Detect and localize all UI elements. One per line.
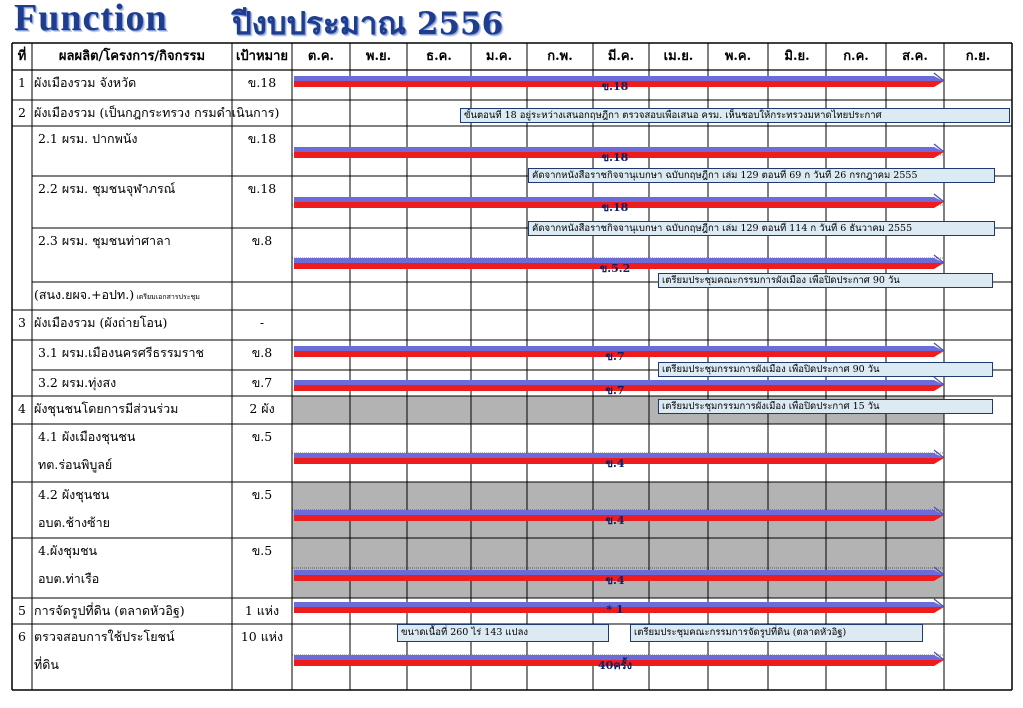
row-target: 10 แห่ง [240,629,284,644]
note-box: เตรียมประชุมคณะกรรมการผังเมือง เพื่อปิดประกาศ 90 วัน [658,273,993,288]
row-label: ตรวจสอบการใช้ประโยชน์ [34,629,175,644]
row-label: 4.1 ผังเมืองชุนชน [38,429,136,444]
header-month: ต.ค. [307,49,335,64]
row-target: ข.5 [251,543,273,558]
row-label: 2.2 ผรม. ชุมชนจุฬาภรณ์ [38,181,176,196]
note-box: คัดจากหนังสือราชกิจจานุเบกษา ฉบับกฤษฎีกา เล่ม 129 ตอนที่ 114 ก วันที่ 6 ธันวาคม 2555 [528,221,995,236]
bar-label: ข.4 [605,457,625,470]
bar-label: ข.4 [605,574,625,587]
row-target: 2 ผัง [249,401,275,416]
header-month: พ.ย. [365,49,392,64]
note-box: คัดจากหนังสือราชกิจจานุเบกษา ฉบับกฤษฎีกา เล่ม 129 ตอนที่ 69 ก วันที่ 26 กรกฎาคม 2555 [528,168,995,183]
row-label: 2.1 ผรม. ปากพนัง [38,131,138,146]
row-number: 4 [18,401,26,416]
bar-label: 40ครั้ง [598,659,632,672]
bar-label: ข.18 [601,151,629,164]
row-label: 2.3 ผรม. ชุมชนท่าศาลา [38,233,171,248]
budget-year-title: ปีงบประมาณ 2556 [232,6,504,42]
note-box: เตรียมประชุมกรรมการผังเมือง เพื่อปิดประกาศ 90 วัน [658,362,993,377]
bar-label: ข.18 [601,201,629,214]
row-label: ที่ดิน [34,657,59,672]
row-label: ผังเมืองรวม (เป็นกฎกระทรวง กรมดำเนินการ) [34,105,280,120]
row-number: 3 [18,315,26,330]
note-box: เตรียมประชุมคณะกรรมการจัดรูปที่ดิน (ตลาดหัวอิฐ) [630,624,923,642]
header-target: เป้าหมาย [235,49,289,64]
header-month: ธ.ค. [426,49,452,64]
row-label: 3.2 ผรม.ทุ่งสง [38,375,117,390]
bar-label: ข.7 [605,384,625,397]
header-month: ม.ค. [485,49,513,64]
row-label: อบต.ท่าเรือ [38,571,100,586]
row-label: 4.2 ผังชุนชน [38,487,110,502]
header-project: ผลผลิต/โครงการ/กิจกรรม [58,49,206,64]
row-target: 1 แห่ง [244,603,280,618]
bar-label: ข.18 [601,80,629,93]
row-number: 2 [18,105,26,120]
header-month: มิ.ย. [784,49,810,64]
row-target: ข.7 [251,375,273,390]
header-month: ส.ค. [902,49,928,64]
row-label: 3.1 ผรม.เมืองนครศรีธรรมราช [38,345,205,360]
note-box: ขนาดเนื้อที่ 260 ไร่ 143 แปลง [397,624,609,642]
row-target: ข.18 [247,181,277,196]
row-label: การจัดรูปที่ดิน (ตลาดหัวอิฐ) [34,603,185,618]
note-box: เตรียมประชุมกรรมการผังเมือง เพื่อปิดประกาศ 15 วัน [658,399,993,414]
row-number: 5 [18,603,26,618]
row-label: (สนง.ยผจ.+อปท.) เตรียมเอกสารประชุม [34,287,200,302]
function-title: Function [14,0,168,39]
row-label: 4.ผังชุมชน [38,543,98,558]
row-target: ข.8 [251,233,273,248]
header-month: พ.ค. [724,49,752,64]
row-target: ข.18 [247,75,277,90]
header-month: มี.ค. [607,49,635,64]
row-target: - [259,315,265,330]
row-target: ข.18 [247,131,277,146]
header-month: ก.พ. [547,49,573,64]
row-label: ผังเมืองรวม จังหวัด [34,75,137,90]
row-small-note: เตรียมเอกสารประชุม [134,293,200,301]
row-label: ผังเมืองรวม (ผังถ่ายโอน) [34,315,168,330]
header-month: ก.ค. [843,49,869,64]
row-target: ข.5 [251,487,273,502]
bar-label: ข.5.2 [599,262,631,275]
row-number: 1 [18,75,26,90]
note-box: ขั้นตอนที่ 18 อยู่ระหว่างเสนอกฤษฎีกา ตรวจสอบเพื่อเสนอ ครม. เห็นชอบให้กระทรวงมหาดไทยประกาศ [460,108,1010,123]
row-target: ข.5 [251,429,273,444]
header-no: ที่ [17,49,27,64]
row-label: ผังชุนชนโดยการมีส่วนร่วม [34,401,179,416]
bar-label: ข.7 [605,350,625,363]
header-month: เม.ย. [663,49,694,64]
bar-label: ข.4 [605,514,625,527]
row-number: 6 [18,629,26,644]
header-month: ก.ย. [965,49,991,64]
row-target: ข.8 [251,345,273,360]
bar-label: * 1 [606,603,624,616]
row-label: อบต.ช้างซ้าย [38,515,110,530]
row-label: ทต.ร่อนพิบูลย์ [38,457,113,472]
